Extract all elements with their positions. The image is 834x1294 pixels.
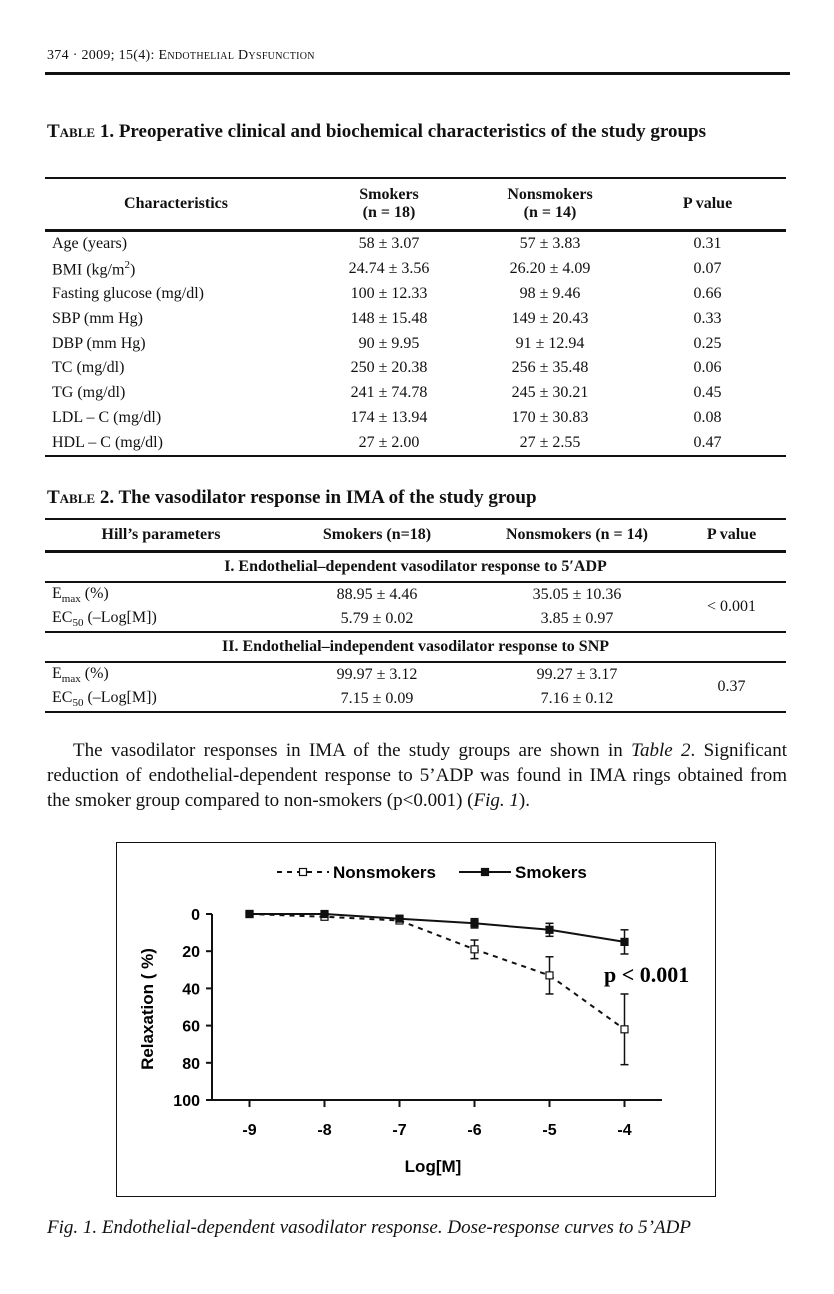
data-point [471, 946, 478, 953]
x-tick-label: -8 [317, 1122, 332, 1139]
table-row: SBP (mm Hg) 148 ± 15.48 149 ± 20.43 0.33 [52, 309, 722, 327]
table-row: $EC_{50}$ (–Log[M]) 7.15 ± 0.09 7.16 ± 0.12 [45, 687, 786, 712]
y-tick-label: 60 [182, 1018, 200, 1036]
figure-1 [116, 842, 716, 1197]
table1 [45, 177, 786, 457]
data-point [546, 926, 553, 933]
legend-marker [482, 869, 489, 876]
table-row: $E_{max}$ (%) 99.97 ± 3.12 99.27 ± 3.17 0.37 [45, 662, 786, 687]
table-row: TG (mg/dl) 241 ± 74.78 245 ± 30.21 0.45 [52, 384, 722, 402]
table-ref-link: Table 2 [631, 740, 691, 761]
series-line-nonsmokers [250, 914, 625, 1029]
y-tick-label: 40 [182, 981, 200, 999]
legend-label: Nonsmokers [333, 863, 436, 882]
x-tick-label: -6 [467, 1122, 482, 1139]
p-value-annotation: p < 0.001 [604, 962, 690, 987]
data-point [396, 915, 403, 922]
table1-header-row: Characteristics Smokers (n = 18) Nonsmokers (n = 14) P value [45, 178, 786, 231]
page-number: 374 [47, 48, 69, 63]
data-point [321, 911, 328, 918]
table2-section-row: I. Endothelial–dependent vasodilator response to 5′ADP [45, 552, 786, 583]
table-row: TC (mg/dl) 250 ± 20.38 256 ± 35.48 0.06 [52, 359, 722, 377]
legend-marker [300, 869, 307, 876]
y-tick-label: 80 [182, 1055, 200, 1073]
y-tick-label: 20 [182, 944, 200, 962]
table-row: LDL – C (mg/dl) 174 ± 13.94 170 ± 30.83 0.08 [52, 408, 722, 426]
figure-caption: Fig. 1. Endothelial-dependent vasodilator response. Dose-response curves to 5’ADP [47, 1217, 691, 1238]
table2-header-row: Hill’s parameters Smokers (n=18) Nonsmokers (n = 14) P value [45, 519, 786, 552]
table1-caption: Table 1. Preoperative clinical and biochemical characteristics of the study groups [47, 121, 707, 142]
table2-section-row: II. Endothelial–independent vasodilator response to SNP [45, 632, 786, 662]
legend-label: Smokers [515, 863, 587, 882]
x-tick-label: -7 [392, 1122, 407, 1139]
data-point [246, 911, 253, 918]
table-row: $E_{max}$ (%) 88.95 ± 4.46 35.05 ± 10.36 < 0.001 [45, 582, 786, 607]
table-row: DBP (mm Hg) 90 ± 9.95 91 ± 12.94 0.25 [52, 334, 722, 352]
x-tick-label: -9 [242, 1122, 257, 1139]
x-tick-label: -4 [617, 1122, 632, 1139]
data-point [546, 972, 553, 979]
chart-svg [117, 843, 715, 1196]
table-row: HDL – C (mg/dl) 27 ± 2.00 27 ± 2.55 0.47 [45, 430, 786, 456]
x-axis-label: Log[M] [404, 1157, 462, 1176]
table-row: BMI $(kg/m^2)$ 24.74 ± 3.56 26.20 ± 4.09 0.07 [52, 259, 722, 279]
table2 [45, 518, 786, 713]
data-point [621, 1026, 628, 1033]
table-row: $EC_{50}$ (–Log[M]) 5.79 ± 0.02 3.85 ± 0.97 [45, 607, 786, 632]
y-tick-label: 0 [191, 907, 200, 924]
figure-ref-link: Fig. 1 [473, 790, 519, 811]
table-row: Fasting glucose (mg/dl) 100 ± 12.33 98 ± 9.46 0.66 [52, 284, 722, 302]
running-header: 374 · 2009; 15(4): Endothelial Dysfunction [47, 48, 315, 63]
table-row: Age (years) 58 ± 3.07 57 ± 3.83 0.31 [52, 235, 722, 253]
x-tick-label: -5 [542, 1122, 557, 1139]
body-paragraph: The vasodilator responses in IMA of the study groups are shown in Table 2. Significant reduction of endothelial-dependent response to 5’ADP was found in IMA rings obtained from the smoker group compared to non-smokers (p<0.001) (Fig. 1). [47, 740, 787, 811]
data-point [471, 920, 478, 927]
y-tick-label: 100 [173, 1093, 200, 1110]
issue: 2009; 15(4): [81, 48, 155, 63]
data-point [621, 938, 628, 945]
section-title: Endothelial Dysfunction [158, 48, 315, 63]
y-axis-label: Relaxation ( %) [138, 948, 157, 1070]
series-line-smokers [250, 914, 625, 942]
table2-caption: Table 2. The vasodilator response in IMA of the study group [47, 487, 537, 508]
header-rule [45, 72, 790, 75]
